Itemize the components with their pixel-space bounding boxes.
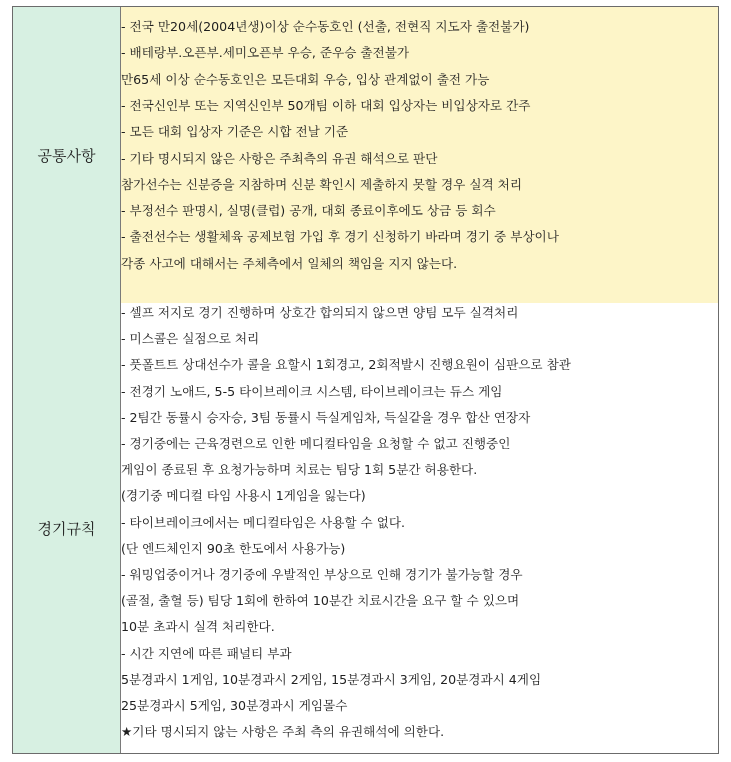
rules-label: 경기규칙	[13, 303, 121, 753]
common-section	[13, 7, 718, 304]
rule-line: - 미스콜은 실점으로 처리	[121, 331, 260, 347]
rule-line: 참가선수는 신분증을 지참하며 신분 확인시 제출하지 못할 경우 실격 처리	[121, 176, 522, 192]
rule-line: - 시간 지연에 따른 패널티 부과	[121, 645, 292, 661]
rules-table	[12, 6, 719, 754]
common-label: 공통사항	[13, 7, 121, 303]
rule-line: 10분 초과시 실격 처리한다.	[121, 619, 275, 635]
rule-line: 5분경과시 1게임, 10분경과시 2게임, 15분경과시 3게임, 20분경과시 4게임	[121, 671, 542, 687]
rule-line: - 모든 대회 입상자 기준은 시합 전날 기준	[121, 124, 349, 140]
rule-line: - 출전선수는 생활체육 공제보험 가입 후 경기 신청하기 바라며 경기 중 부상이나	[121, 229, 559, 245]
rules-content	[121, 303, 718, 753]
rules-lines	[121, 303, 718, 753]
rule-line: (경기중 메디컬 타임 사용시 1게임을 잃는다)	[121, 488, 366, 504]
rule-line: 각종 사고에 대해서는 주체측에서 일체의 책임을 지지 않는다.	[121, 255, 458, 271]
common-lines	[121, 7, 718, 303]
rule-line: ★기타 명시되지 않는 사항은 주최 측의 유권해석에 의한다.	[121, 724, 445, 740]
rule-line: - 기타 명시되지 않은 사항은 주최측의 유권 해석으로 판단	[121, 150, 438, 166]
rule-line: (단 엔드체인지 90초 한도에서 사용가능)	[121, 540, 346, 556]
rule-line: - 전국신인부 또는 지역신인부 50개팀 이하 대회 입상자는 비입상자로 간주	[121, 97, 531, 113]
rule-line: - 전국 만20세(2004년생)이상 순수동호인 (선출, 전현직 지도자 출전불가)	[121, 19, 530, 34]
rule-line: 25분경과시 5게임, 30분경과시 게임몰수	[121, 698, 348, 713]
rule-line: 만65세 이상 순수동호인은 모든대회 우승, 입상 관계없이 출전 가능	[121, 71, 490, 87]
rule-line: - 전경기 노애드, 5-5 타이브레이크 시스템, 타이브레이크는 듀스 게임	[121, 383, 503, 399]
rules-section	[13, 303, 718, 753]
rule-line: - 셀프 저지로 경기 진행하며 상호간 합의되지 않으면 양팀 모두 실격처리	[121, 305, 519, 320]
common-content	[121, 7, 718, 303]
rule-line: - 타이브레이크에서는 메디컬타임은 사용할 수 없다.	[121, 514, 406, 530]
rule-line: - 풋폴트트 상대선수가 콜을 요할시 1회경고, 2회적발시 진행요원이 심판으로 참관	[121, 357, 571, 373]
rule-line: - 부정선수 판명시, 실명(클럽) 공개, 대회 종료이후에도 상금 등 회수	[121, 203, 496, 219]
rule-line: - 경기중에는 근육경련으로 인한 메디컬타임을 요청할 수 없고 진행중인	[121, 436, 511, 451]
rule-line: (골절, 출혈 등) 팀당 1회에 한하여 10분간 치료시간을 요구 할 수 있으며	[121, 593, 520, 609]
rule-line: - 배테랑부.오픈부.세미오픈부 우승, 준우승 출전불가	[121, 45, 410, 61]
rule-line: - 2팀간 동률시 승자승, 3팀 동률시 득실게임차, 득실같을 경우 합산 연장자	[121, 409, 531, 425]
rule-line: 게임이 종료된 후 요청가능하며 치료는 팀당 1회 5분간 허용한다.	[121, 462, 478, 478]
rule-line: - 워밍업중이거나 경기중에 우발적인 부상으로 인해 경기가 불가능할 경우	[121, 567, 523, 582]
